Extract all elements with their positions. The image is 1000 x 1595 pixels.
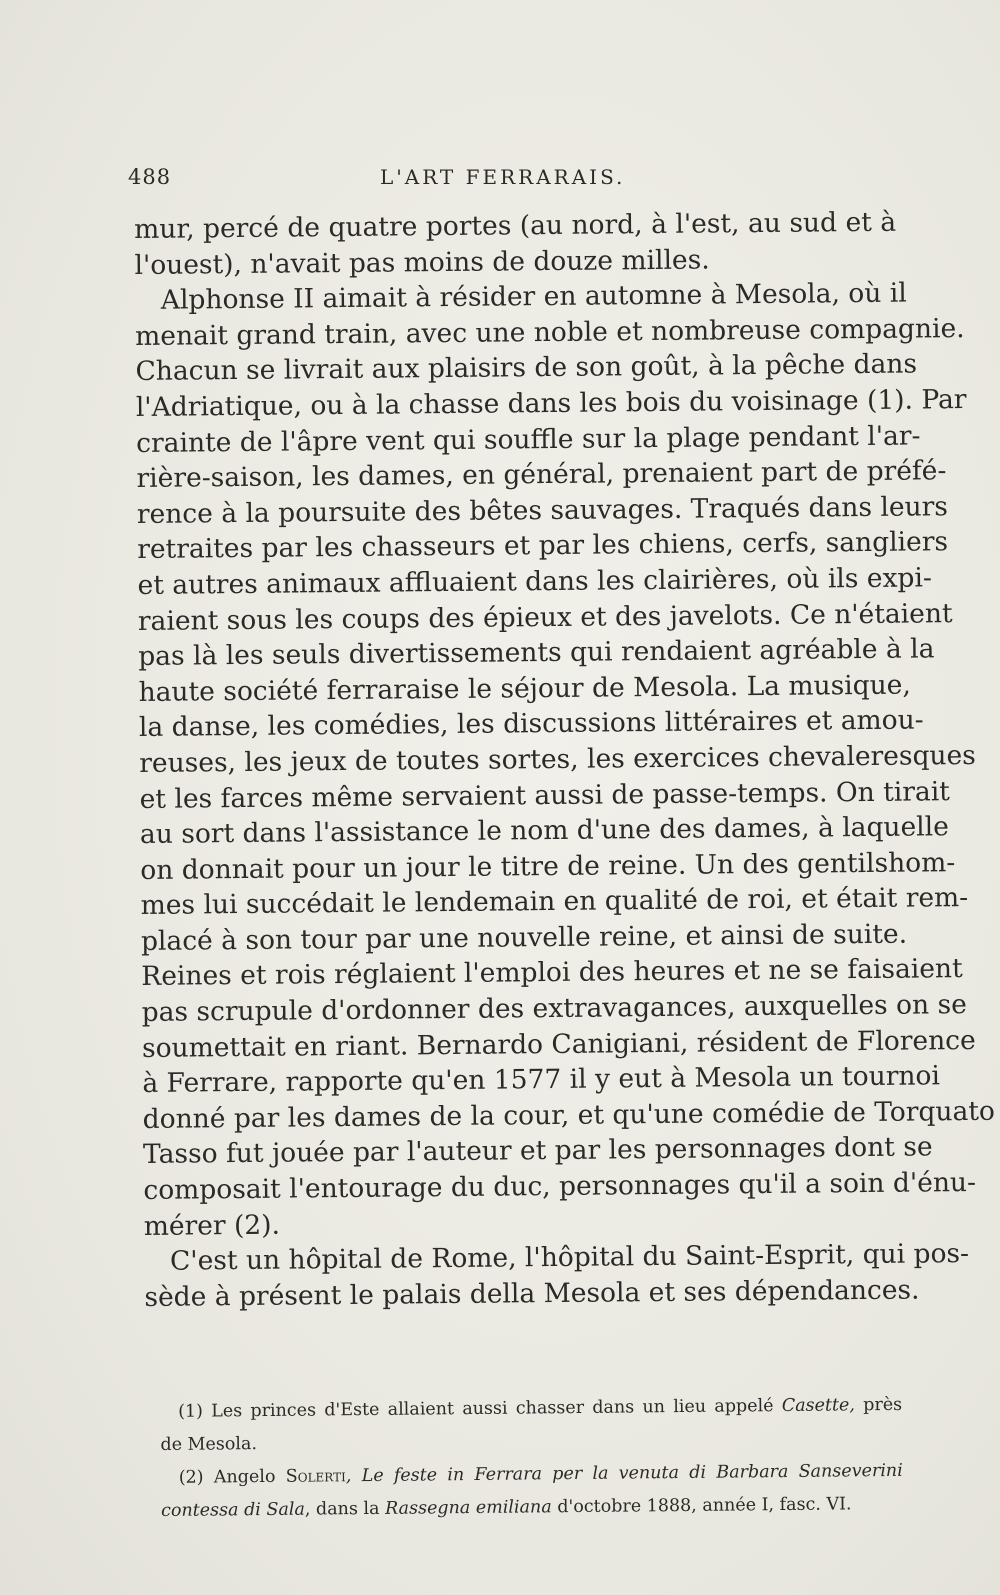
footnote-2-title: , Le feste in Ferrara per la venuta di Barbara Sanseverini (345, 1460, 903, 1487)
text-line: et autres animaux affluaient dans les clairières, où ils expi- (137, 562, 933, 601)
text-line: pas scrupule d'ordonner des extravagances, auxquelles on se (141, 989, 967, 1029)
text-line: mes lui succédait le lendemain en qualité de roi, et était rem- (140, 882, 969, 922)
page-number: 488 (128, 165, 172, 189)
footnote-1-place: Casette, (781, 1395, 856, 1417)
footnote-2-title-cont: contessa di Sala (161, 1499, 305, 1521)
footnote-2-cont (161, 1488, 903, 1528)
text-line: menait grand train, avec une noble et nombreuse compagnie. (135, 312, 965, 352)
text-line: Chacun se livrait aux plaisirs de son goût, à la pêche dans (135, 348, 918, 388)
text-line: on donnait pour un jour le titre de reine. Un des gentilshom- (140, 846, 956, 886)
text-line: rière-saison, les dames, en général, prenaient part de préfé- (136, 455, 947, 495)
footnote-2-prefix: (2) Angelo (178, 1466, 286, 1488)
text-line: Alphonse II aimait à résider en automne à Mesola, où il (160, 277, 907, 316)
text-line: Tasso fut jouée par l'auteur et par les personnages dont se (142, 1131, 933, 1171)
text-line: la danse, les comédies, les discussions littéraires et amou- (138, 704, 924, 744)
running-title: L'ART FERRARAIS. (380, 165, 626, 189)
text-line: placé à son tour par une nouvelle reine, et ainsi de suite. (140, 918, 908, 957)
text-line: retraites par les chasseurs et par les chiens, cerfs, sangliers (137, 526, 949, 566)
footnote-1-tail: près (854, 1394, 903, 1416)
text-line: crainte de l'âpre vent qui souffle sur la plage pendant l'ar- (136, 420, 921, 459)
text-line: mérer (2). (143, 1209, 281, 1242)
text-line: rence à la poursuite des bêtes sauvages. Traqués dans leurs (136, 490, 949, 530)
text-line: raient sous les coups des épieux et des javelots. Ce n'étaient (137, 597, 953, 637)
text-line: donné par les dames de la cour, et qu'une comédie de Torquato (142, 1095, 996, 1135)
text-line: et les farces même servaient aussi de passe-temps. On tirait (139, 775, 951, 815)
text-line: sède à présent le palais della Mesola et ses dépendances. (144, 1274, 920, 1313)
text-line: à Ferrare, rapporte qu'en 1577 il y eut à Mesola un tournoi (142, 1060, 941, 1100)
text-line: pas là les seuls divertissements qui rendaient agréable à la (138, 633, 935, 673)
footnote-2-mid: , dans la (304, 1498, 386, 1520)
footnote-2-end: d'octobre 1888, année I, fasc. VI. (551, 1494, 852, 1518)
text-line: l'Adriatique, ou à la chasse dans les bois du voisinage (1). Par (135, 383, 967, 423)
text-line: C'est un hôpital de Rome, l'hôpital du Saint-Esprit, qui pos- (169, 1238, 970, 1277)
text-line: composait l'entourage du duc, personnages qu'il a soin d'énu- (143, 1166, 977, 1206)
text-line: soumettait en riant. Bernardo Canigiani, résident de Florence (141, 1024, 976, 1064)
main-text (134, 205, 996, 1316)
text-line: reuses, les jeux de toutes sortes, les exercices chevaleresques (139, 739, 976, 779)
text-line: Reines et rois réglaient l'emploi des heures et ne se faisaient (141, 953, 963, 993)
footnote-1-cont: de Mesola. (160, 1434, 258, 1455)
text-line: haute société ferraraise le séjour de Mesola. La musique, (138, 669, 911, 708)
footnotes (160, 1389, 903, 1528)
text-line: l'ouest), n'avait pas moins de douze milles. (134, 244, 710, 281)
text-line: mur, percé de quatre portes (au nord, à l'est, au sud et à (134, 206, 897, 245)
text-line: au sort dans l'assistance le nom d'une des dames, à laquelle (139, 811, 950, 851)
footnote-1-text: (1) Les princes d'Este allaient aussi chasser dans un lieu appelé (178, 1396, 782, 1422)
page-header (128, 165, 888, 199)
footnote-2-journal: Rassegna emiliana (384, 1497, 552, 1519)
footnote-2-author: Solerti (285, 1466, 346, 1487)
